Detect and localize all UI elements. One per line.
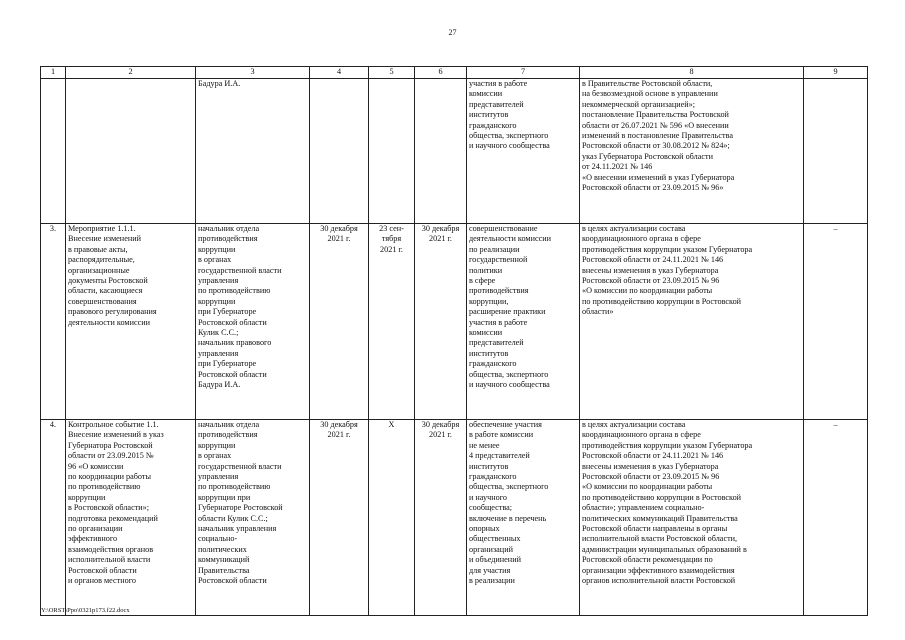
actual-outcome: в Правительстве Ростовской области, на безвозмездной основе в управлении некоммерческой организацией»; постановление Правительства Ростовской области от 26.07.2021 № 596 «О внесении изменений в постановление Правительства Ростовской области от 30.08.2012 № 824»; указ Губернатора Ростовской области от 24.11.2021 № 146 «О внесении изменений в указ Губернатора Ростовской области от 23.09.2015 № 96» <box>580 79 804 224</box>
planned-date: 30 декабря 2021 г. <box>310 224 369 420</box>
table-row <box>41 224 868 420</box>
expected-result: совершенствование деятельности комиссии по реализации государственной политики в сфере противодействия коррупции, расширение практики участия в работе комиссии представителей институтов гражданского общества, экспертного и научного сообщества <box>467 224 580 420</box>
event-name: Мероприятие 1.1.1. Внесение изменений в правовые акты, распорядительные, организационные документы Ростовской области, касающиеся совершенствования правового регулирования деятельности комиссии <box>66 224 196 420</box>
header-row <box>41 67 868 79</box>
row-number: 4. <box>41 420 66 616</box>
event-name <box>66 79 196 224</box>
actual-end-date: 30 декабря 2021 г. <box>415 420 467 616</box>
responsible-person: начальник отдела противодействия коррупции в органах государственной власти управления по противодействию коррупции при Губернаторе Ростовской области Кулик С.С.; начальник правового управления при Губернаторе Ростовской области Бадура И.А. <box>196 224 310 420</box>
actual-outcome: в целях актуализации состава координационного органа в сфере противодействия коррупции указом Губернатора Ростовской области от 24.11.2021 № 146 внесены изменения в указ Губернатора Ростовской области от 23.09.2015 № 96 «О комиссии по координации работы по противодействию коррупции в Ростовской области» <box>580 224 804 420</box>
actual-end-date <box>415 79 467 224</box>
responsible-person: Бадура И.А. <box>196 79 310 224</box>
column-header-1: 1 <box>41 67 66 79</box>
report-table <box>40 66 868 616</box>
file-path-footer: Y:\ORST\Ppo\0321p173.f22.docx <box>41 607 130 614</box>
actual-start-date: 23 сен- тября 2021 г. <box>369 224 415 420</box>
planned-date <box>310 79 369 224</box>
expected-result: обеспечение участия в работе комиссии не менее 4 представителей институтов гражданского общества, экспертного и научного сообщества; включение в перечень опорных общественных организаций и объединений для участия в реализации <box>467 420 580 616</box>
note: – <box>804 224 868 420</box>
column-header-9: 9 <box>804 67 868 79</box>
planned-date: 30 декабря 2021 г. <box>310 420 369 616</box>
responsible-person: начальник отдела противодействия коррупции в органах государственной власти управления по противодействию коррупции при Губернаторе Ростовской области Кулик С.С.; начальник управления социально- политических коммуникаций Правительства Ростовской области <box>196 420 310 616</box>
expected-result: участия в работе комиссии представителей институтов гражданского общества, экспертного и научного сообщества <box>467 79 580 224</box>
table-row <box>41 79 868 224</box>
note <box>804 79 868 224</box>
row-number <box>41 79 66 224</box>
actual-start-date <box>369 79 415 224</box>
column-header-2: 2 <box>66 67 196 79</box>
column-header-4: 4 <box>310 67 369 79</box>
row-number: 3. <box>41 224 66 420</box>
actual-outcome: в целях актуализации состава координационного органа в сфере противодействия коррупции указом Губернатора Ростовской области от 24.11.2021 № 146 внесены изменения в указ Губернатора Ростовской области от 23.09.2015 № 96 «О комиссии по координации работы по противодействию коррупции в Ростовской области»; управлением социально- политических коммуникаций Правительства Ростовской области направлены в органы исполнительной власти Ростовской области, администрации муниципальных образований в Ростовской области рекомендации по организации эффективного взаимодействия органов исполнительной власти Ростовской <box>580 420 804 616</box>
column-header-6: 6 <box>415 67 467 79</box>
note: – <box>804 420 868 616</box>
column-header-8: 8 <box>580 67 804 79</box>
column-header-3: 3 <box>196 67 310 79</box>
column-header-5: 5 <box>369 67 415 79</box>
event-name: Контрольное событие 1.1. Внесение изменений в указ Губернатора Ростовской области от 23.09.2015 № 96 «О комиссии по координации работы по противодействию коррупции в Ростовской области»; подготовка рекомендаций по организации эффективного взаимодействия органов исполнительной власти Ростовской области и органов местного <box>66 420 196 616</box>
actual-start-date: Х <box>369 420 415 616</box>
actual-end-date: 30 декабря 2021 г. <box>415 224 467 420</box>
page-number: 27 <box>448 28 457 37</box>
table-row <box>41 420 868 616</box>
column-header-7: 7 <box>467 67 580 79</box>
